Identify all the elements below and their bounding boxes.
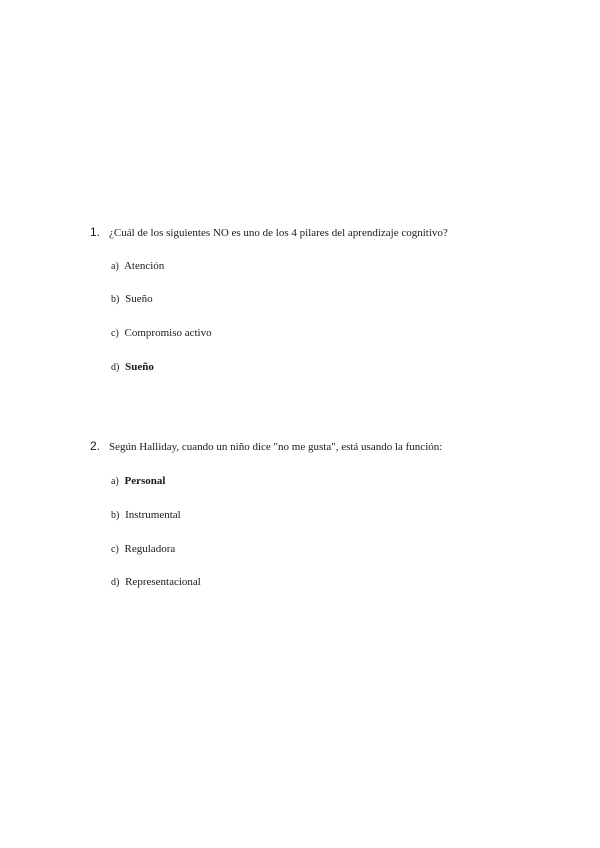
question-number: 1. <box>90 225 101 239</box>
question-text: ¿Cuál de los siguientes NO es uno de los 4 pilares del aprendizaje cognitivo? <box>109 227 448 239</box>
option-text: Compromiso activo <box>124 327 212 339</box>
option-letter: c) <box>111 544 119 555</box>
option-text: Sueño <box>125 293 153 305</box>
option-letter: c) <box>111 328 119 339</box>
question-2-line <box>90 438 570 455</box>
option-text-correct: Sueño <box>125 361 154 373</box>
option-b <box>111 507 181 524</box>
option-text: Atención <box>123 260 165 272</box>
option-text: Representacional <box>125 576 201 588</box>
option-letter: d) <box>111 577 120 588</box>
option-c <box>111 541 175 558</box>
option-text: Instrumental <box>125 509 181 521</box>
option-a <box>111 258 164 275</box>
question-2 <box>90 438 570 588</box>
option-letter: a) <box>111 476 119 487</box>
option-letter: a) <box>111 261 119 272</box>
option-d <box>111 574 201 591</box>
question-1-line <box>90 224 570 241</box>
question-number: 2. <box>90 439 101 453</box>
question-1 <box>90 224 570 373</box>
option-text-correct: Personal <box>124 475 166 487</box>
option-c <box>111 325 212 342</box>
option-text: Reguladora <box>124 543 176 555</box>
option-letter: b) <box>111 510 120 521</box>
option-letter: d) <box>111 362 120 373</box>
option-b <box>111 291 153 308</box>
option-d <box>111 359 154 376</box>
option-a <box>111 473 165 490</box>
question-text: Según Halliday, cuando un niño dice "no me gusta", está usando la función: <box>109 441 443 453</box>
option-letter: b) <box>111 294 120 305</box>
